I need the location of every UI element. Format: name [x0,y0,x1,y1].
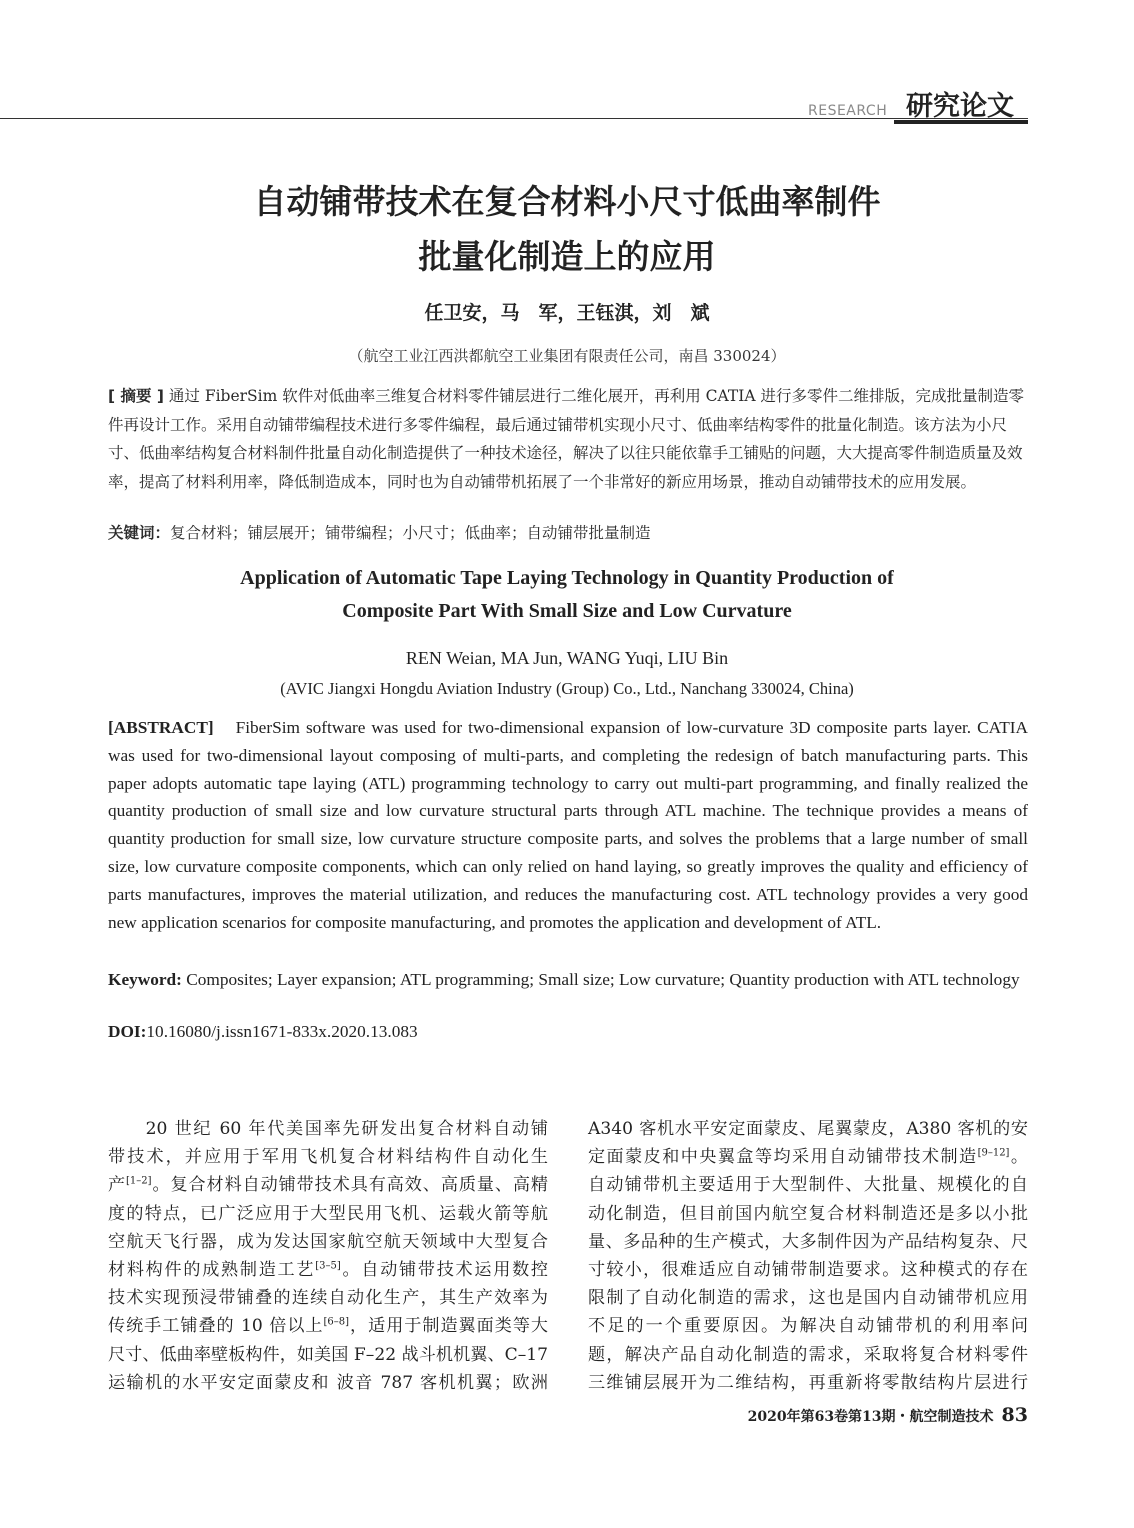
affiliation-cn: （航空工业江西洪都航空工业集团有限责任公司，南昌 330024） [348,347,786,365]
body-line [108,1143,548,1171]
abstract-cn [108,382,1028,496]
body-line [108,1369,548,1397]
body-text: 尺寸、低曲率壁板构件，如美国 F–22 战斗机机翼、C–17 [108,1344,548,1365]
body-line [108,1228,548,1256]
body-text: 空航天飞行器，成为发达国家航空航天领域中大型复合 [108,1231,548,1252]
abstract-cn-text: 通过 FiberSim 软件对低曲率三维复合材料零件铺层进行二维化展开，再利用 CATIA 进行多零件二维排版，完成批量制造零件再设计工作。采用自动铺带编程技术进行多零件编程，最后通过铺带机实现小尺寸、低曲率结构零件的批量化制造。该方法为小尺寸、低曲率结构复合材料制件批量自动化制造提供了一种技术途径，解决了以往只能依靠手工铺贴的问题，大大提高零件制造质量及效率，提高了材料利用率，降低制造成本，同时也为自动铺带机拓展了一个非常好的新应用场景，推动自动铺带技术的应用发展。 [108,387,1024,491]
abstract-en-text: FiberSim software was used for two-dimensional expansion of low-curvature 3D composite parts layer. CATIA was used for two-dimensional layout composing of multi-parts, and completing the redesign of batch manufacturing parts. This paper adopts automatic tape laying (ATL) programming technology to carry out multi-part programming, and finally realized the quantity production of small size and low curvature structural parts through ATL machine. The technique provides a means of quantity production for small size, low curvature structure composite parts, and solves the problems that a large number of small size, low curvature composite components, which can only relied on hand laying, so greatly improves the quality and efficiency of parts manufactures, improves the material utilization, and reduces the manufacturing cost. ATL technology provides a very good new application scenarios for composite manufacturing, and promotes the application and development of ATL. [108,718,1028,932]
abstract-en-label: [ABSTRACT] [108,718,214,737]
section-label-cn: 研究论文 [906,91,1014,122]
keywords-cn-label: 关键词： [108,524,171,542]
body-text: 自动铺带机主要适用于大型制件、大批量、规模化的自 [588,1175,1028,1196]
title-cn-line2: 批量化制造上的应用 [418,237,716,276]
keywords-cn-text: 复合材料；铺层展开；铺带编程；小尺寸；低曲率；自动铺带批量制造 [170,524,651,542]
body-line [108,1312,548,1340]
abstract-en [108,714,1028,936]
body-text: 。 [1009,1147,1029,1168]
page-number: 83 [1001,1404,1028,1426]
body-line [588,1256,1028,1284]
body-line [588,1143,1028,1171]
body-text: 动化制造，但目前国内航空复合材料制造还是多以小批 [588,1203,1028,1224]
body-text: 题，解决产品自动化制造的需求，采取将复合材料零件 [588,1344,1028,1365]
body-text: 度的特点，已广泛应用于大型民用飞机、运载火箭等航 [108,1203,548,1224]
citation-ref: [6–8] [323,1316,350,1328]
section-label-en: RESEARCH [808,103,888,119]
body-line [588,1171,1028,1199]
keywords-en [108,966,1028,994]
footer-journal: 2020年第63卷第13期・航空制造技术 [747,1409,994,1425]
body-text: A340 客机水平安定面蒙皮、尾翼蒙皮，A380 客机的安 [588,1119,1028,1139]
body-text: 20 世纪 60 年代美国率先研发出复合材料自动铺 [108,1119,548,1139]
body-text: 产 [108,1175,127,1196]
body-text: 不足的一个重要原因。为解决自动铺带机的利用率问 [588,1316,1028,1337]
citation-ref: [3–5] [315,1260,341,1272]
doi-label: DOI: [108,1022,147,1041]
body-text: 寸较小，很难适应自动铺带制造要求。这种模式的存在 [588,1260,1028,1281]
abstract-cn-label: [ 摘要 ] [108,387,164,405]
body-text: 运输机的水平安定面蒙皮和 波音 787 客机机翼；欧洲 [108,1372,548,1393]
title-cn-line1: 自动铺带技术在复合材料小尺寸低曲率制件 [253,182,881,221]
affiliation-en: (AVIC Jiangxi Hongdu Aviation Industry (Group) Co., Ltd., Nanchang 330024, China) [280,679,854,698]
body-line [108,1115,548,1143]
body-line [108,1171,548,1199]
body-line [108,1200,548,1228]
body-line [588,1312,1028,1340]
authors-en: REN Weian, MA Jun, WANG Yuqi, LIU Bin [405,648,729,668]
body-line [588,1369,1028,1397]
body-line [108,1256,548,1284]
body-line [108,1284,548,1312]
body-text: ，适用于制造翼面类等大 [349,1316,549,1337]
body-line [588,1228,1028,1256]
citation-ref: [1–2] [126,1175,152,1187]
body-line [588,1284,1028,1312]
body-line [588,1341,1028,1369]
body-text: 。自动铺带技术运用数控 [340,1260,548,1281]
body-column-right [588,1115,1028,1397]
body-text: 带技术，并应用于军用飞机复合材料结构件自动化生 [108,1147,548,1168]
keywords-en-label: Keyword: [108,970,182,989]
body-text: 三维铺层展开为二维结构，再重新将零散结构片层进行 [588,1372,1028,1393]
title-en-line1: Application of Automatic Tape Laying Technology in Quantity Production of [240,567,894,589]
keywords-en-text: Composites; Layer expansion; ATL programming; Small size; Low curvature; Quantity production with ATL technology [186,970,1020,989]
body-text: 传统手工铺叠的 10 倍以上 [108,1316,324,1337]
keywords-cn [108,521,1028,543]
authors-cn: 任卫安，马 军，王钰淇，刘 斌 [424,302,710,324]
body-text: 材料构件的成熟制造工艺 [108,1260,316,1281]
doi-value: 10.16080/j.issn1671-833x.2020.13.083 [146,1022,418,1041]
body-text: 定面蒙皮和中央翼盒等均采用自动铺带技术制造 [588,1147,978,1168]
body-line [108,1341,548,1369]
body-text: 技术实现预浸带铺叠的连续自动化生产，其生产效率为 [108,1288,548,1309]
body-line [588,1115,1028,1143]
body-text: 。复合材料自动铺带技术具有高效、高质量、高精 [151,1175,549,1196]
body-line [588,1200,1028,1228]
citation-ref: [9–12] [977,1147,1010,1159]
doi [108,1022,418,1042]
body-column-left [108,1115,548,1397]
title-en-line2: Composite Part With Small Size and Low Curvature [342,600,792,622]
page-footer [712,1404,1028,1426]
body-text: 量、多品种的生产模式，大多制件因为产品结构复杂、尺 [588,1231,1028,1252]
body-text: 限制了自动化制造的需求，这也是国内自动铺带机应用 [588,1288,1028,1309]
